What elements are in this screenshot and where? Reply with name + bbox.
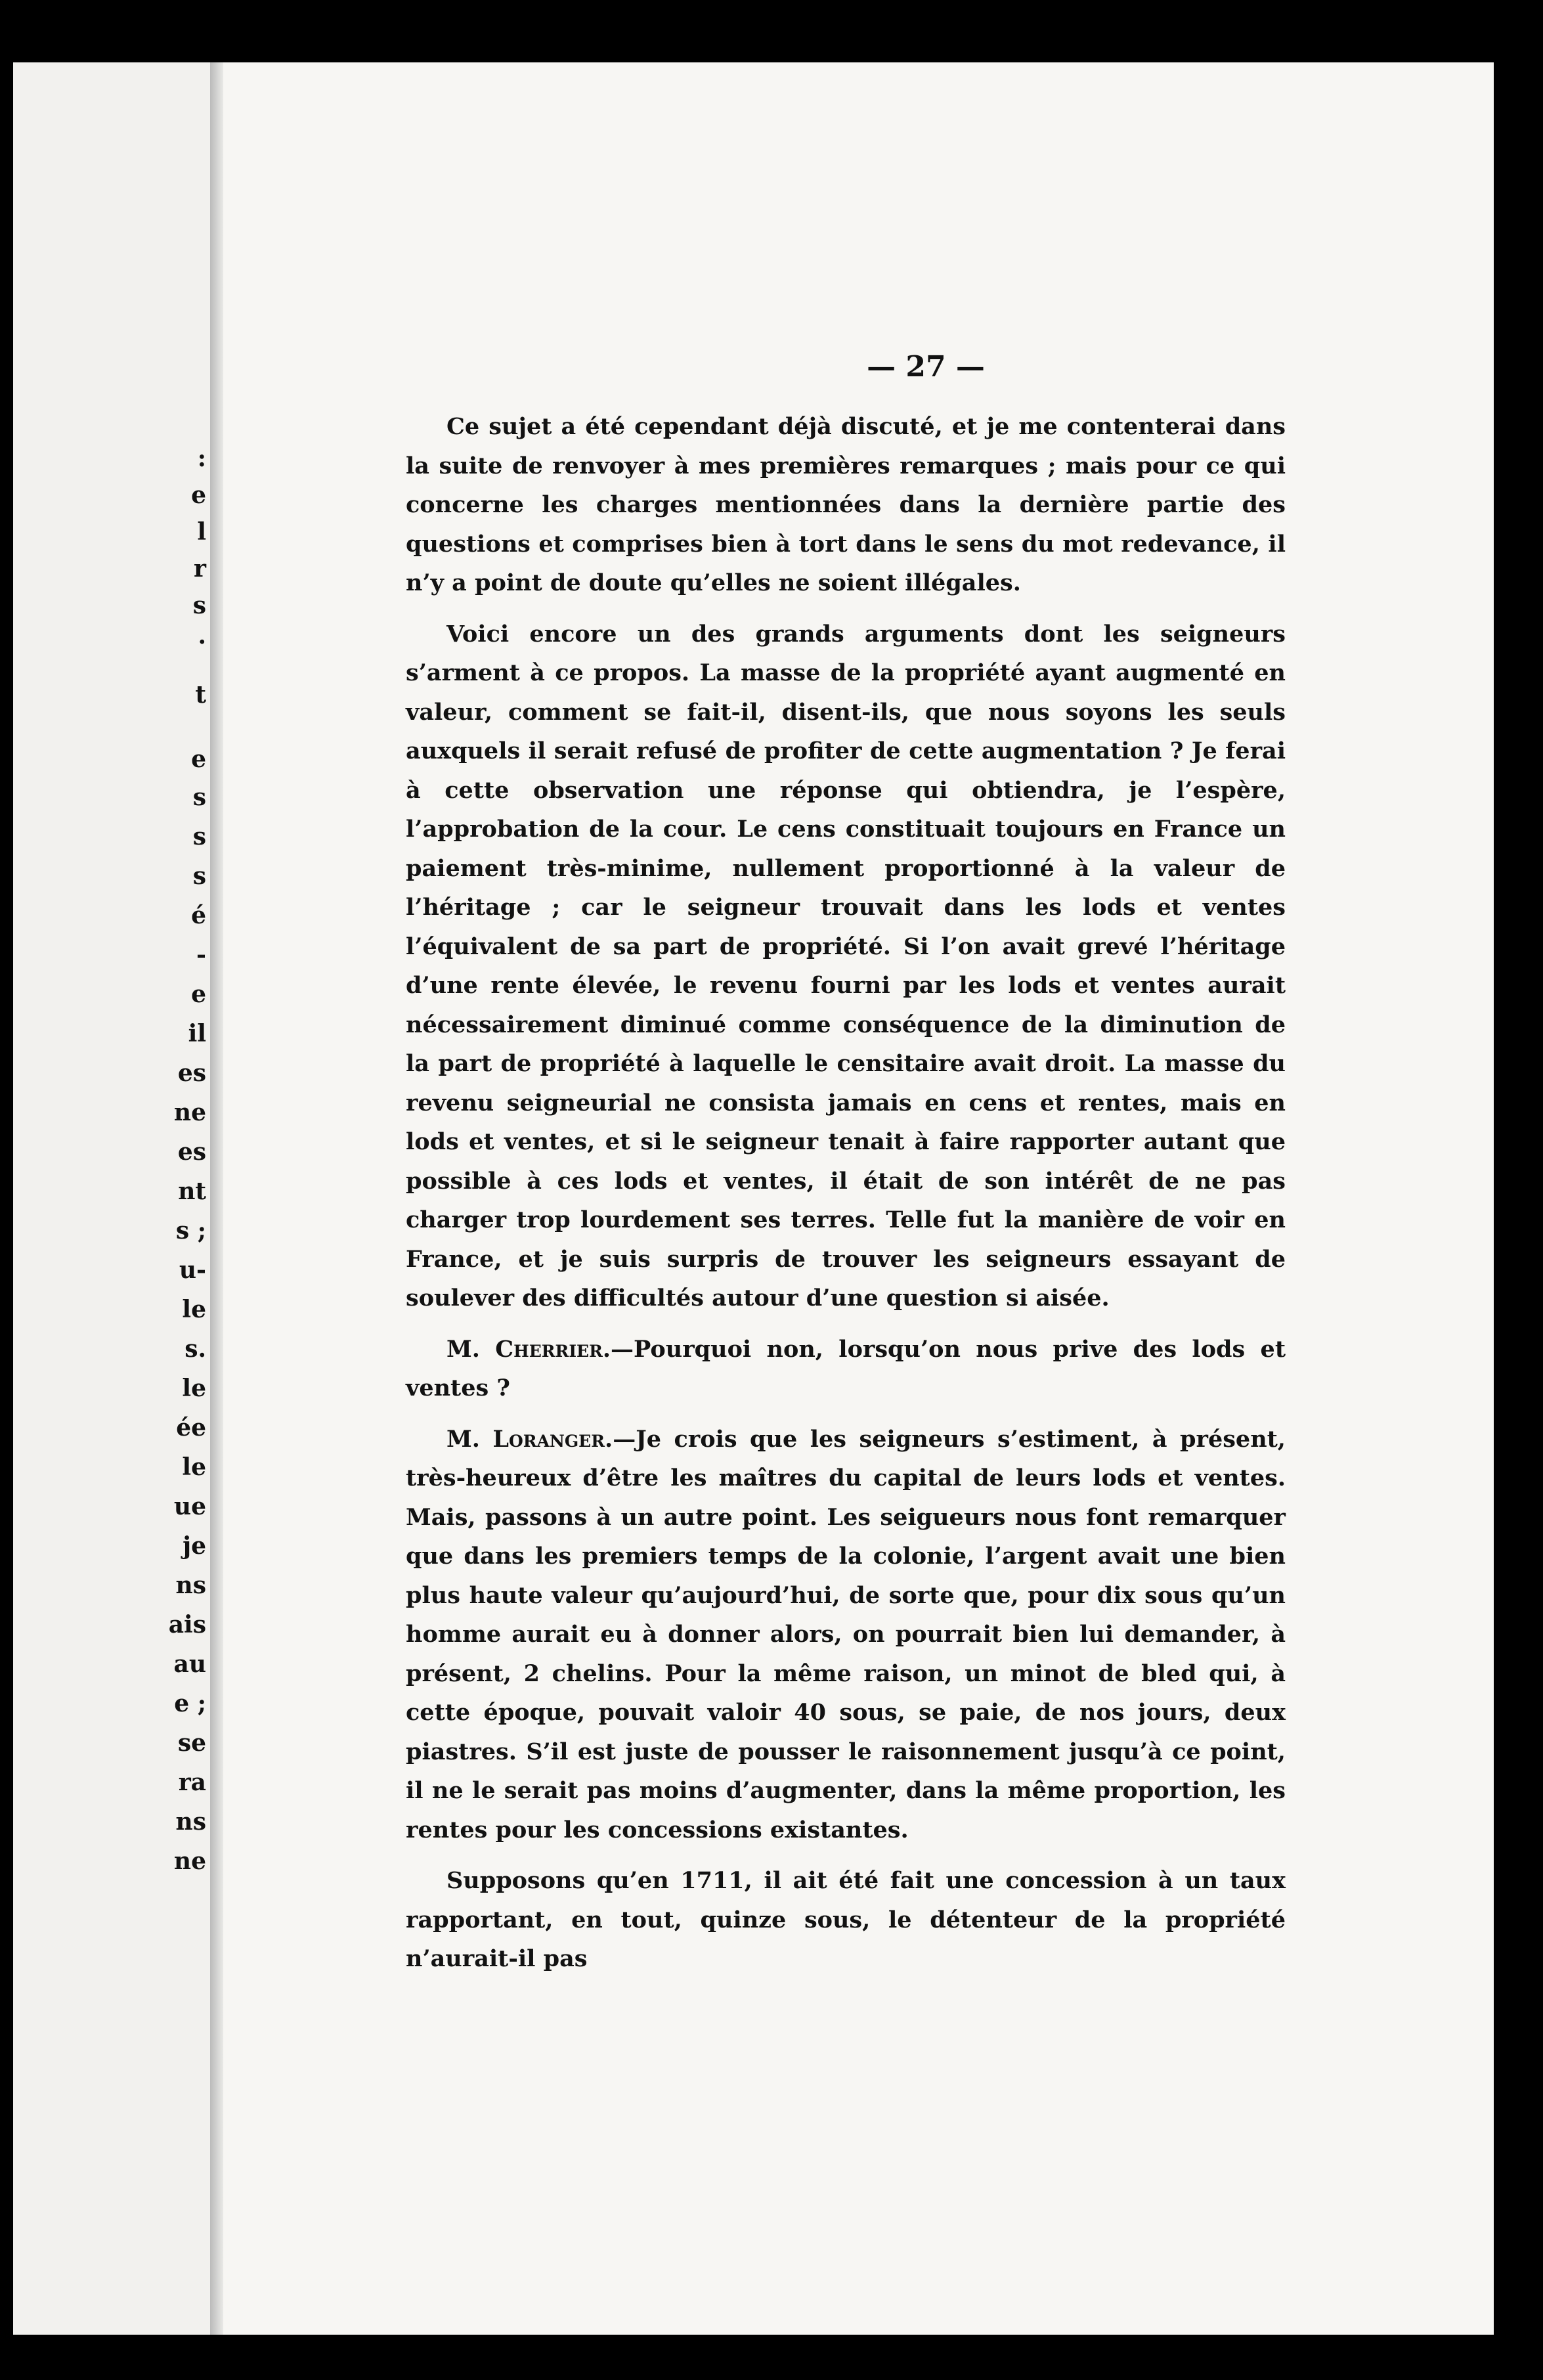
- right-page: [223, 62, 1494, 2335]
- left-fragment: r: [194, 555, 206, 583]
- paragraph-text: Ce sujet a été cependant déjà discuté, et je me contenterai dans la suite de renvoyer à mes premières remarques ; mais pour ce qui concerne les charges mentionnées dans la dernière partie des questions et comprises bien à tort dans le sens du mot redevance, il n’y a point de doute qu’elles ne soient illégales.: [406, 413, 1286, 596]
- left-fragment: u-: [179, 1256, 206, 1284]
- left-fragment: au: [173, 1650, 206, 1678]
- left-fragment: ne: [173, 1099, 206, 1126]
- left-fragment: ne: [173, 1847, 206, 1875]
- dialogue-paragraph: [406, 1330, 1286, 1408]
- speaker-name: M. Loranger.: [446, 1425, 613, 1453]
- dialogue-paragraph: [406, 1420, 1286, 1850]
- left-fragment: se: [177, 1729, 206, 1757]
- paragraph: [406, 615, 1286, 1318]
- left-fragment: e ;: [174, 1690, 206, 1717]
- left-fragment: e: [191, 481, 206, 509]
- left-fragment: ue: [173, 1493, 206, 1520]
- left-fragment: s ;: [175, 1217, 206, 1245]
- left-fragment: :: [197, 445, 206, 472]
- left-fragment: es: [177, 1059, 206, 1087]
- left-fragment: s: [192, 592, 206, 619]
- body-text: [406, 407, 1286, 1991]
- left-fragment: ns: [175, 1572, 206, 1599]
- speaker-name: M. Cherrier.: [446, 1335, 611, 1363]
- left-fragment: ·: [198, 628, 206, 656]
- left-fragment: s.: [185, 1335, 206, 1363]
- left-fragment: le: [182, 1296, 206, 1323]
- left-fragment: t: [195, 681, 206, 709]
- paragraph-text: Voici encore un des grands arguments dont les seigneurs s’arment à ce propos. La masse de la propriété ayant augmenté en valeur, comment se fait-il, disent-ils, que nous soyons les seuls auxquels il serait refusé de profiter de cette augmentation ? Je ferai à cette observation une réponse qui obtiendra, je l’espère, l’approbation de la cour. Le cens constituait toujours en France un paiement très-minime, nullement proportionné à la valeur de l’héritage ; car le seigneur trouvait dans les lods et ventes l’équivalent de sa part de propriété. Si l’on avait grevé l’héritage d’une rente élevée, le revenu fourni par les lods et ventes aurait nécessairement diminué comme conséquence de la diminution de la part de propriété à laquelle le censitaire avait droit. La masse du revenu seigneurial ne consista jamais en cens et rentes, mais en lods et ventes, et si le seigneur tenait à faire rapporter autant que possible à ces lods et ventes, il était de son intérêt de ne pas charger trop lourdement ses terres. Telle fut la manière de voir en France, et je suis surpris de trouver les seigneurs essayant de soulever des difficultés autour d’une question si aisée.: [406, 620, 1286, 1311]
- left-fragment: il: [188, 1020, 206, 1047]
- paragraph-text: Supposons qu’en 1711, il ait été fait une concession à un taux rapportant, en tout, quinze sous, le détenteur de la propriété n’aurait-il pas: [406, 1867, 1286, 1972]
- left-fragment: ée: [176, 1414, 206, 1442]
- paragraph: [406, 407, 1286, 603]
- left-fragment: e: [191, 981, 206, 1008]
- left-fragment: -: [196, 941, 206, 969]
- page-number: — 27 —: [867, 350, 985, 384]
- left-fragment: je: [183, 1532, 206, 1560]
- left-fragment: le: [182, 1453, 206, 1481]
- paragraph-text: —Pourquoi non, lorsqu’on nous prive des lods et ventes ?: [406, 1335, 1286, 1401]
- left-fragment: nt: [178, 1178, 206, 1205]
- book-spine: [210, 62, 223, 2335]
- left-page-edge: [13, 62, 210, 2335]
- left-fragment: ais: [168, 1611, 206, 1639]
- left-fragment: ra: [178, 1769, 206, 1796]
- left-fragment: s: [192, 783, 206, 811]
- paragraph-text: —Je crois que les seigneurs s’estiment, à présent, très-heureux d’être les maîtres du capital de leurs lods et ventes. Mais, passons à un autre point. Les seigueurs nous font remarquer que dans les premiers temps de la colonie, l’argent avait une bien plus haute valeur qu’aujourd’hui, de sorte que, pour dix sous qu’un homme aurait eu à donner alors, on pourrait bien lui demander, à présent, 2 chelins. Pour la même raison, un minot de bled qui, à cette époque, pouvait valoir 40 sous, se paie, de nos jours, deux piastres. S’il est juste de pousser le raisonnement jusqu’à ce point, il ne le serait pas moins d’augmenter, dans la même proportion, les rentes pour les concessions existantes.: [406, 1425, 1286, 1843]
- left-fragment: s: [192, 862, 206, 890]
- left-fragment: ns: [175, 1808, 206, 1836]
- left-fragment: é: [191, 902, 206, 929]
- left-fragment: s: [192, 823, 206, 850]
- left-fragment: l: [197, 518, 206, 546]
- left-page-fragments: [13, 62, 210, 2335]
- left-fragment: es: [177, 1138, 206, 1166]
- left-fragment: le: [182, 1375, 206, 1402]
- left-fragment: e: [191, 745, 206, 773]
- paragraph: [406, 1861, 1286, 1979]
